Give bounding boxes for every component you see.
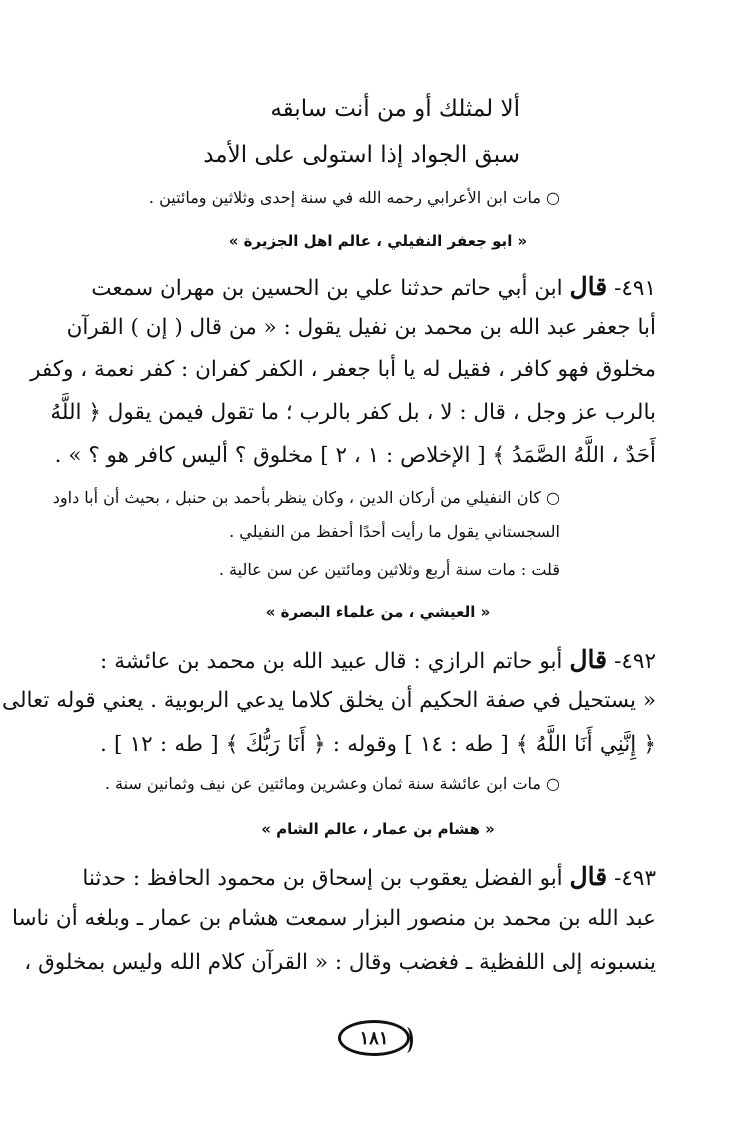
paragraph-line: « يستحيل في صفة الحكيم أن يخلق كلاما يدعي الربوبية . يعني قوله تعالى bbox=[2, 688, 656, 713]
entry-number: ٤٩٣- bbox=[614, 866, 656, 891]
paragraph-line: أَحَدٌ ، اللَّهُ الصَّمَدُ ﴾ [ الإخلاص : ١ ، ٢ ] مخلوق ؟ أليس كافر هو ؟ » . bbox=[54, 443, 656, 468]
section-heading: « هشام بن عمار ، عالم الشام » bbox=[261, 820, 495, 838]
paragraph-line: ٤٩٣- قال أبو الفضل يعقوب بن إسحاق بن محمود الحافظ : حدثنا bbox=[82, 862, 656, 891]
paragraph-line: ٤٩٢- قال أبو حاتم الرازي : قال عبيد الله بن محمد بن عائشة : bbox=[100, 645, 656, 674]
page-number: ١٨١ bbox=[338, 1020, 410, 1056]
paragraph-line: ينسبونه إلى اللفظية ـ فغضب وقال : « القرآن كلام الله وليس بمخلوق ، bbox=[24, 950, 656, 975]
qal-word: قال bbox=[569, 272, 608, 301]
footnote-line: قلت : مات سنة أربع وثلاثين ومائتين عن سن عالية . bbox=[218, 560, 560, 579]
poem-verse-1: ألا لمثلك أو من أنت سابقه bbox=[270, 96, 520, 122]
paragraph-line: ﴿ إِنَّنِي أَنَا اللَّهُ ﴾ [ طه : ١٤ ] وقوله : ﴿ أَنَا رَبُّكَ ﴾ [ طه : ١٢ ] . bbox=[100, 732, 657, 757]
section-heading: « العيشي ، من علماء البصرة » bbox=[265, 603, 491, 621]
paragraph-line: مخلوق فهو كافر ، فقيل له يا أبا جعفر ، الكفر كفران : كفر نعمة ، وكفر bbox=[30, 357, 656, 382]
footnote-line: السجستاني يقول ما رأيت أحدًا أحفظ من النفيلي . bbox=[229, 522, 560, 541]
paragraph-line: أبا جعفر عبد الله بن محمد بن نفيل يقول : « من قال ( إن ) القرآن bbox=[66, 315, 656, 340]
footnote-line: ○ كان النفيلي من أركان الدين ، وكان ينظر بأحمد بن حنبل ، بحيث أن أبا داود bbox=[52, 488, 560, 507]
paragraph-line: ٤٩١- قال ابن أبي حاتم حدثنا علي بن الحسين بن مهران سمعت bbox=[91, 272, 656, 301]
death-note: ○ مات ابن الأعرابي رحمه الله في سنة إحدى وثلاثين ومائتين . bbox=[148, 188, 560, 207]
entry-number: ٤٩١- bbox=[614, 276, 656, 301]
section-heading: « ابو جعفر النفيلي ، عالم اهل الجزيرة » bbox=[228, 232, 528, 250]
paragraph-line: بالرب عز وجل ، قال : لا ، بل كفر بالرب ؛ ما تقول فيمن يقول ﴿ اللَّهُ bbox=[50, 400, 656, 425]
qal-word: قال bbox=[569, 645, 608, 674]
entry-number: ٤٩٢- bbox=[614, 649, 656, 674]
poem-verse-2: سبق الجواد إذا استولى على الأمد bbox=[203, 142, 520, 168]
qal-word: قال bbox=[569, 862, 608, 891]
paragraph-line: عبد الله بن محمد بن منصور البزار سمعت هشام بن عمار ـ وبلغه أن ناسا bbox=[11, 906, 656, 931]
death-note: ○ مات ابن عائشة سنة ثمان وعشرين ومائتين عن نيف وثمانين سنة . bbox=[104, 774, 560, 793]
